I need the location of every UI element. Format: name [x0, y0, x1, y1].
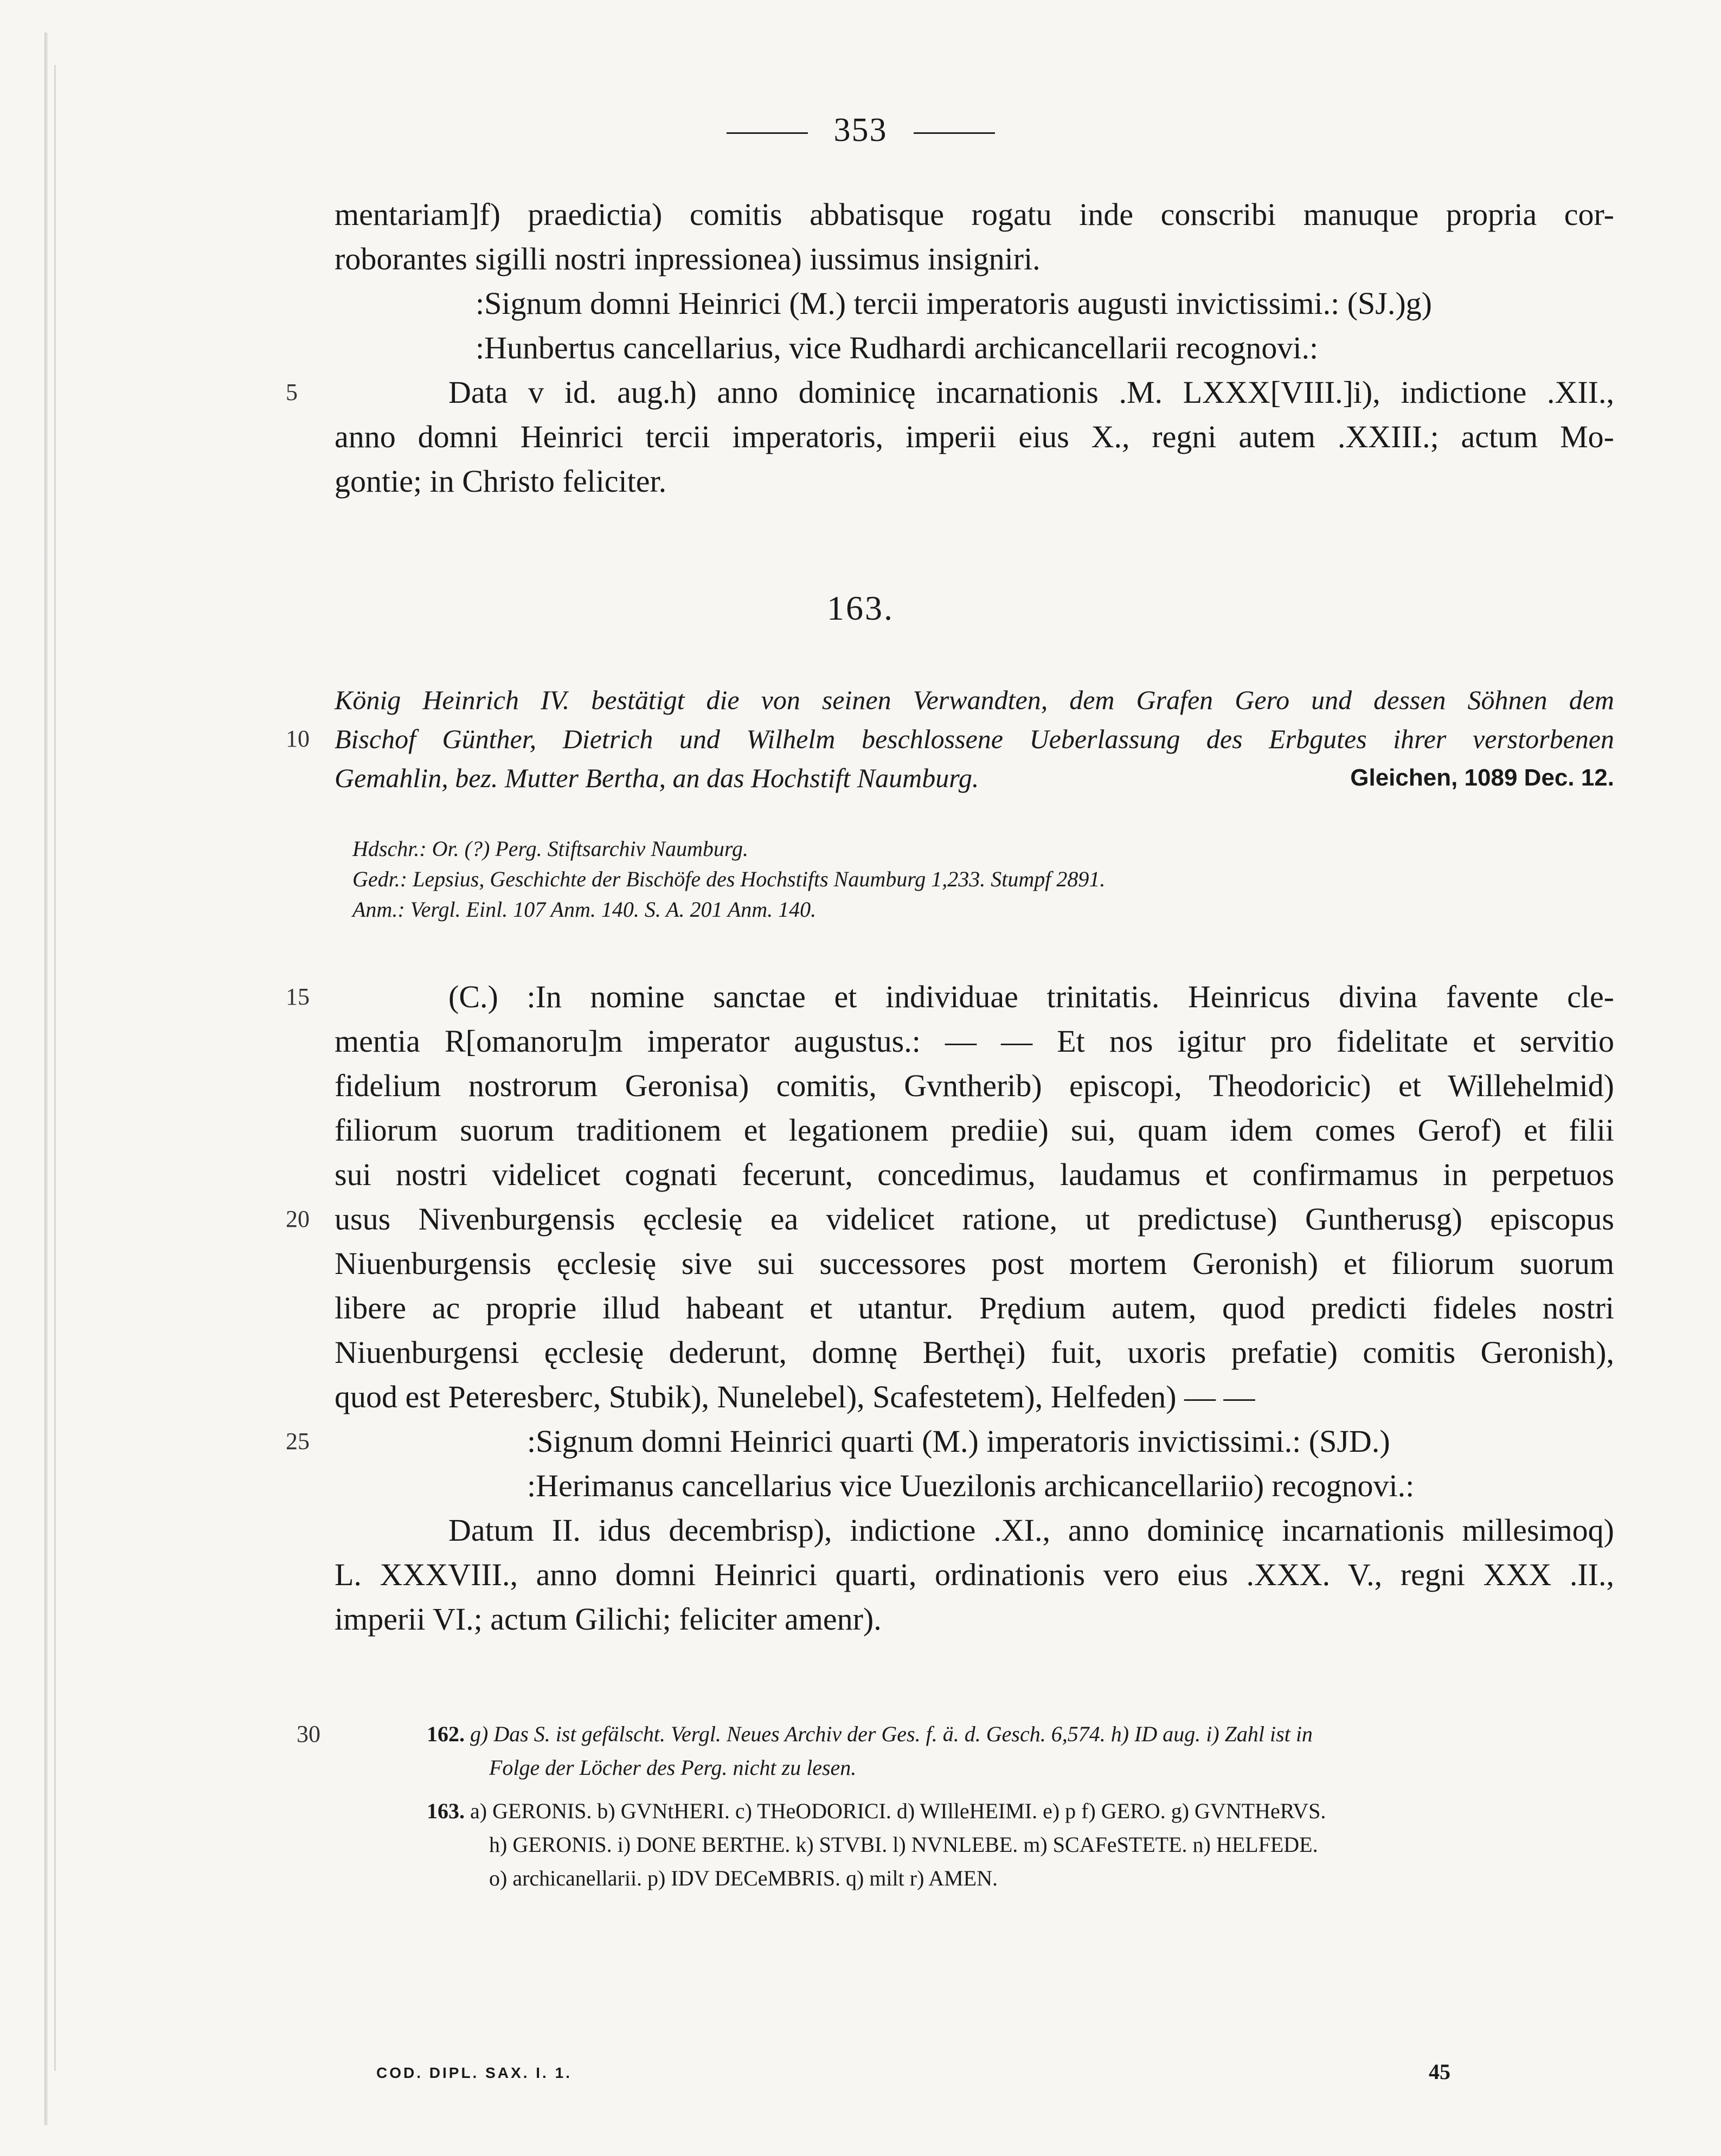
- line-number-5: 5: [286, 379, 298, 406]
- sheet-number: 45: [1429, 2060, 1450, 2084]
- text-line: L. XXXVIII., anno domni Heinrici quarti, ordinationis vero eius .XXX. V., regni XXX .II.,: [335, 1557, 1614, 1592]
- footnote-163-label: 163.: [427, 1799, 465, 1823]
- text-line: (C.) :In nomine sanctae et individuae trinitatis. Heinricus divina favente cle-: [448, 979, 1614, 1014]
- dating-line: Data v id. aug.h) anno dominicę incarnationis .M. LXXX[VIII.]i), indictione .XII.,: [448, 375, 1614, 410]
- header-rule-left: [727, 132, 808, 134]
- regest-line: Gemahlin, bez. Mutter Bertha, an das Hochstift Naumburg.: [335, 763, 979, 793]
- text-line: Niuenburgensi ęcclesię dederunt, domnę Berthęi) fuit, uxoris prefatie) comitis Geronish),: [335, 1335, 1614, 1370]
- text-line: mentia R[omanoru]m imperator augustus.: — — Et nos igitur pro fidelitate et servitio: [335, 1024, 1614, 1059]
- text-line: usus Nivenburgensis ęcclesię ea videlicet ratione, ut predictuse) Guntherusg) episcopus: [335, 1201, 1614, 1237]
- text-line: sui nostri videlicet cognati fecerunt, concedimus, laudamus et confirmamus in perpetuos: [335, 1157, 1614, 1192]
- text-line: imperii VI.; actum Gilichi; feliciter amenr).: [335, 1601, 882, 1637]
- place-date: Gleichen, 1089 Dec. 12.: [1350, 764, 1614, 791]
- text-line: roborantes sigilli nostri inpressionea) iussimus insigniri.: [335, 241, 1041, 276]
- series-signature: COD. DIPL. SAX. I. 1.: [376, 2064, 572, 2081]
- recognition-line: :Herimanus cancellarius vice Uuezilonis archicancellariio) recognovi.:: [527, 1468, 1415, 1503]
- text-line: fidelium nostrorum Geronisa) comitis, Gvntherib) episcopi, Theodoricic) et Willehelmid): [335, 1068, 1614, 1103]
- page-binding-shadow: [54, 65, 56, 2071]
- footnote-163-text: h) GERONIS. i) DONE BERTHE. k) STVBI. l) NVNLEBE. m) SCAFeSTETE. n) HELFEDE.: [489, 1832, 1318, 1857]
- text-line: anno domni Heinrici tercii imperatoris, imperii eius X., regni autem .XXIII.; actum Mo-: [335, 419, 1614, 454]
- footnote-162-label: 162.: [427, 1722, 465, 1746]
- page-number: 353: [833, 112, 888, 149]
- regest-line: Bischof Günther, Dietrich und Wilhelm beschlossene Ueberlassung des Erbgutes ihrer verstorbenen: [335, 724, 1614, 754]
- text-line: Niuenburgensis ęcclesię sive sui successores post mortem Geronish) et filiorum suorum: [335, 1246, 1614, 1281]
- document-number: 163.: [827, 589, 894, 627]
- remark-note: Anm.: Vergl. Einl. 107 Anm. 140. S. A. 201 Anm. 140.: [352, 897, 817, 922]
- footnote-162-line: [427, 1717, 1706, 1751]
- text-line: libere ac proprie illud habeant et utantur. Prędium autem, quod predicti fideles nostri: [335, 1290, 1614, 1325]
- line-number-15: 15: [286, 983, 310, 1010]
- line-number-20: 20: [286, 1206, 310, 1232]
- signum-line: :Signum domni Heinrici (M.) tercii imperatoris augusti invictissimi.: (SJ.)g): [476, 286, 1432, 321]
- line-number-30: 30: [297, 1721, 320, 1747]
- page-binding-edge: [44, 33, 48, 2125]
- page-header: [0, 111, 1721, 150]
- footnote-162-text: g) Das S. ist gefälscht. Vergl. Neues Archiv der Ges. f. ä. d. Gesch. 6,574. h) ID aug. i) Zahl ist in: [470, 1722, 1313, 1746]
- regest-line: König Heinrich IV. bestätigt die von seinen Verwandten, dem Grafen Gero und dessen Söhnen dem: [335, 685, 1614, 715]
- recognition-line: :Hunbertus cancellarius, vice Rudhardi archicancellarii recognovi.:: [476, 330, 1319, 365]
- text-line: quod est Peteresberc, Stubik), Nunelebel), Scafestetem), Helfeden) — —: [335, 1379, 1255, 1414]
- footnote-162-text: Folge der Löcher des Perg. nicht zu lesen.: [489, 1755, 857, 1780]
- dating-line: Datum II. idus decembrisp), indictione .XI., anno dominicę incarnationis millesimoq): [448, 1513, 1614, 1548]
- regest-last-line: [335, 758, 1614, 797]
- signum-line: :Signum domni Heinrici quarti (M.) imperatoris invictissimi.: (SJD.): [527, 1424, 1390, 1459]
- header-rule-right: [914, 132, 995, 134]
- manuscript-note: Hdschr.: Or. (?) Perg. Stiftsarchiv Naumburg.: [352, 836, 748, 861]
- line-number-25: 25: [286, 1428, 310, 1455]
- printed-note: Gedr.: Lepsius, Geschichte der Bischöfe des Hochstifts Naumburg 1,233. Stumpf 2891.: [352, 867, 1106, 891]
- text-line: mentariam]f) praedictia) comitis abbatisque rogatu inde conscribi manuque propria cor-: [335, 197, 1614, 232]
- text-line: filiorum suorum traditionem et legationem prediie) sui, quam idem comes Gerof) et filii: [335, 1112, 1614, 1148]
- footnote-163-text: o) archicanellarii. p) IDV DECeMBRIS. q) milt r) AMEN.: [489, 1866, 998, 1890]
- footnote-163-line: [427, 1794, 1706, 1828]
- footnote-163-text: a) GERONIS. b) GVNtHERI. c) THeODORICI. d) WIlleHEIMI. e) p f) GERO. g) GVNTHeRVS.: [470, 1799, 1326, 1823]
- text-line: gontie; in Christo feliciter.: [335, 464, 667, 499]
- line-number-10: 10: [286, 725, 310, 752]
